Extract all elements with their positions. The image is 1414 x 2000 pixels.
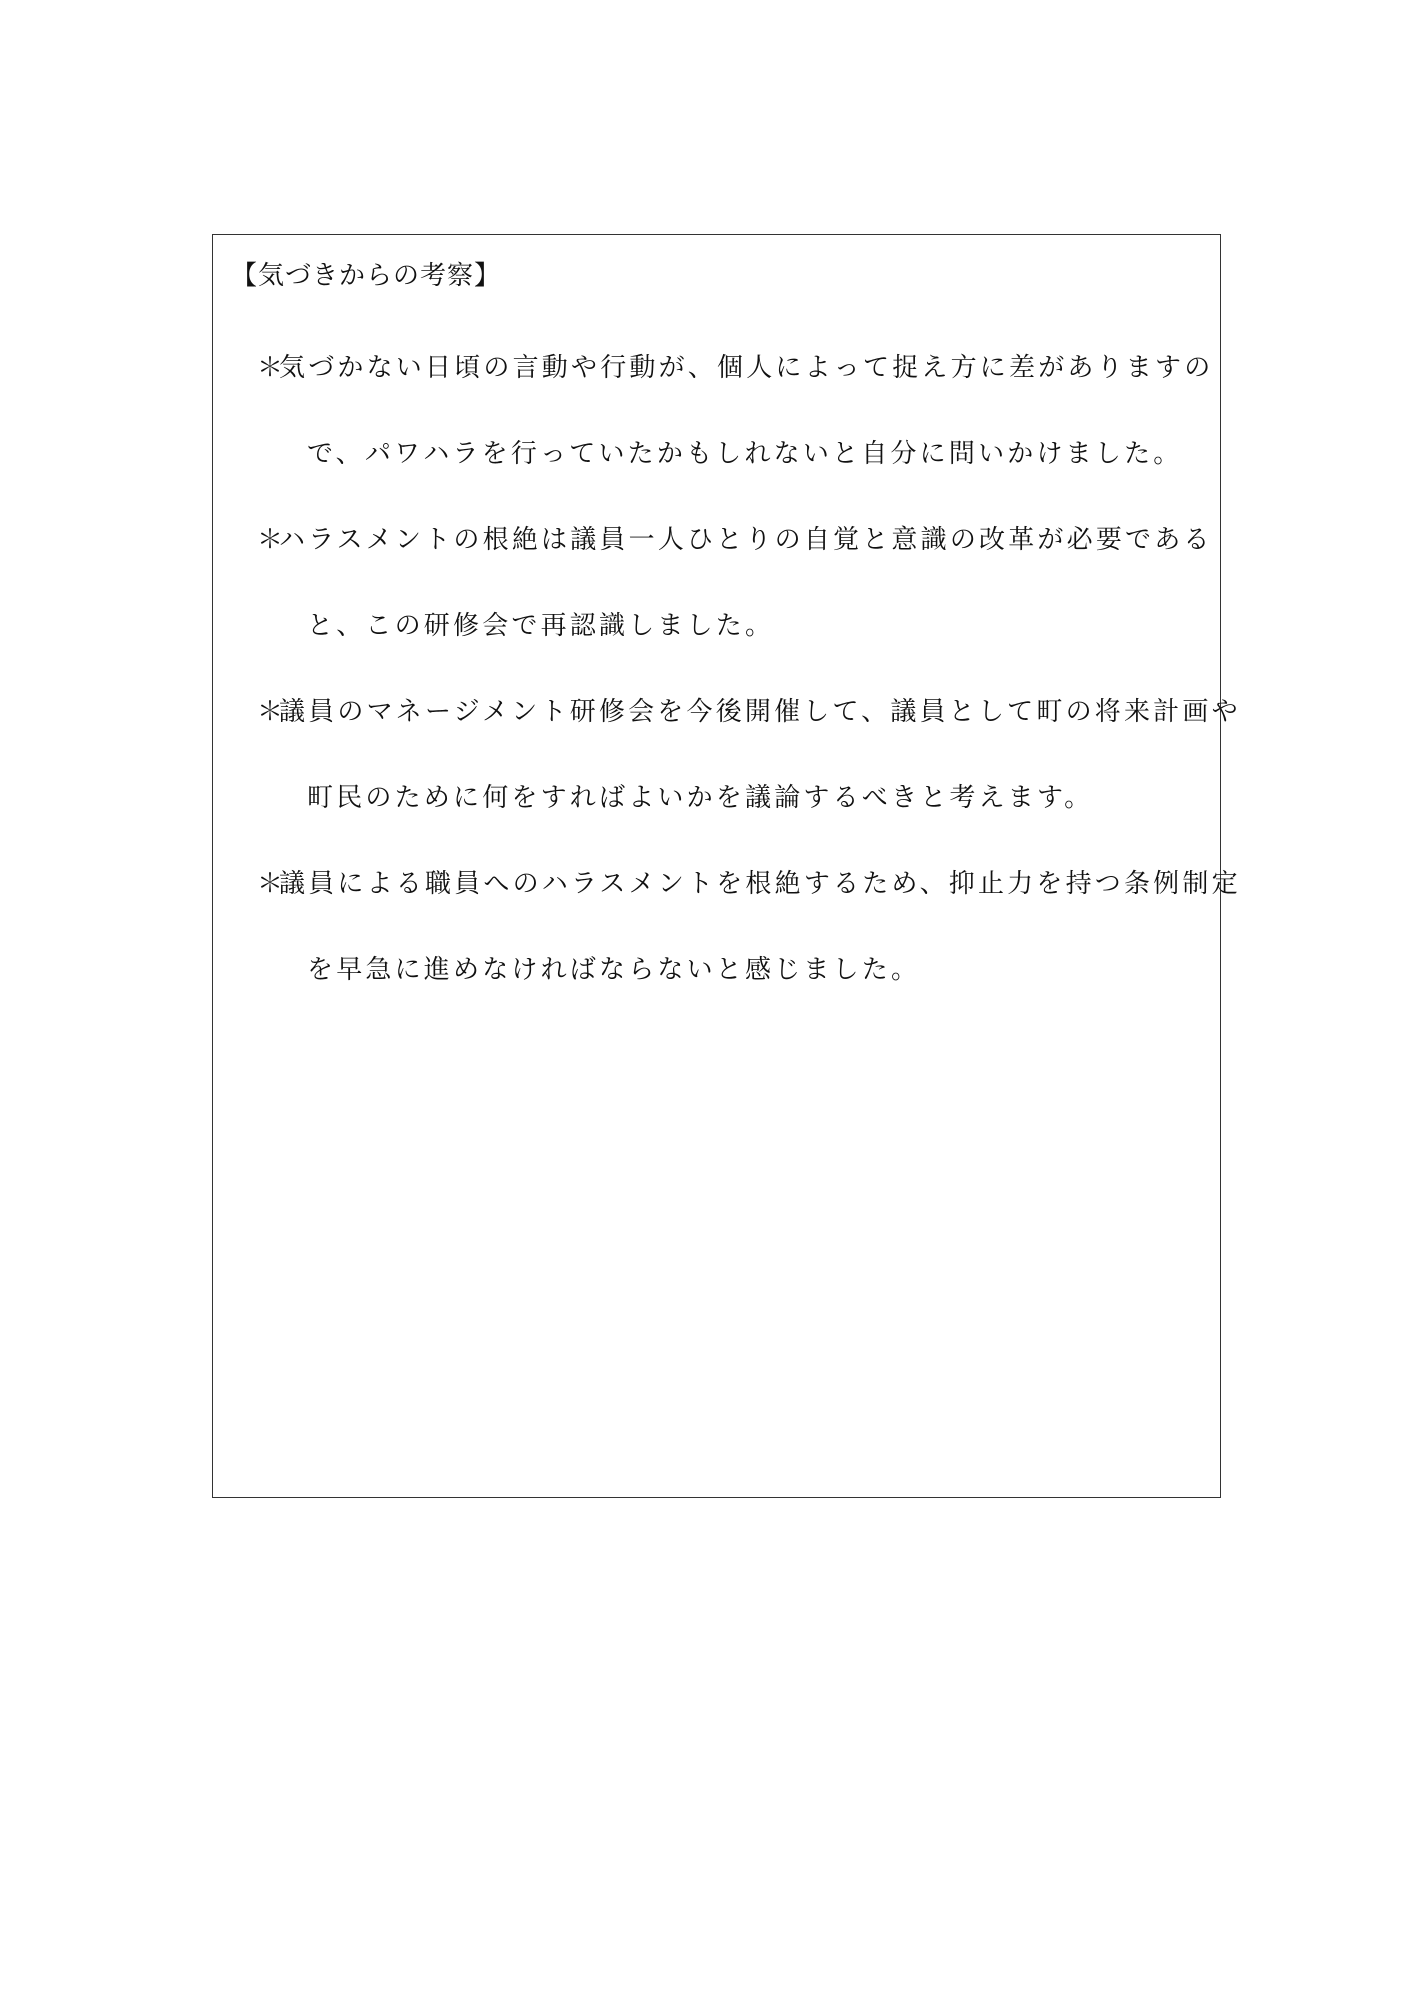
item-2-line-2: と、この研修会で再認識しました。 (307, 611, 775, 641)
reflection-item-4 (257, 867, 1241, 987)
item-3-line-1: 議員のマネージメント研修会を今後開催して、議員として町の将来計画や (279, 697, 1241, 727)
reflection-item-2 (257, 523, 1217, 643)
asterisk-bullet: ＊ (257, 869, 287, 899)
reflection-item-3 (257, 695, 1241, 815)
reflection-item-1 (257, 351, 1217, 471)
item-1-line-2: で、パワハラを行っていたかもしれないと自分に問いかけました。 (307, 439, 1183, 469)
asterisk-bullet: ＊ (257, 353, 287, 383)
reflection-box (212, 234, 1241, 1498)
item-4-line-1: 議員による職員へのハラスメントを根絶するため、抑止力を持つ条例制定 (279, 869, 1241, 899)
item-3-line-2: 町民のために何をすればよいかを議論するべきと考えます。 (307, 783, 1094, 813)
asterisk-bullet: ＊ (257, 525, 287, 555)
asterisk-bullet: ＊ (257, 697, 287, 727)
item-4-line-2: を早急に進めなければならないと感じました。 (307, 955, 921, 985)
section-heading: 【気づきからの考察】 (231, 261, 502, 291)
item-2-line-1: ハラスメントの根絶は議員一人ひとりの自覚と意識の改革が必要である (279, 525, 1213, 555)
item-1-line-1: 気づかない日頃の言動や行動が、個人によって捉え方に差がありますの (279, 353, 1214, 383)
